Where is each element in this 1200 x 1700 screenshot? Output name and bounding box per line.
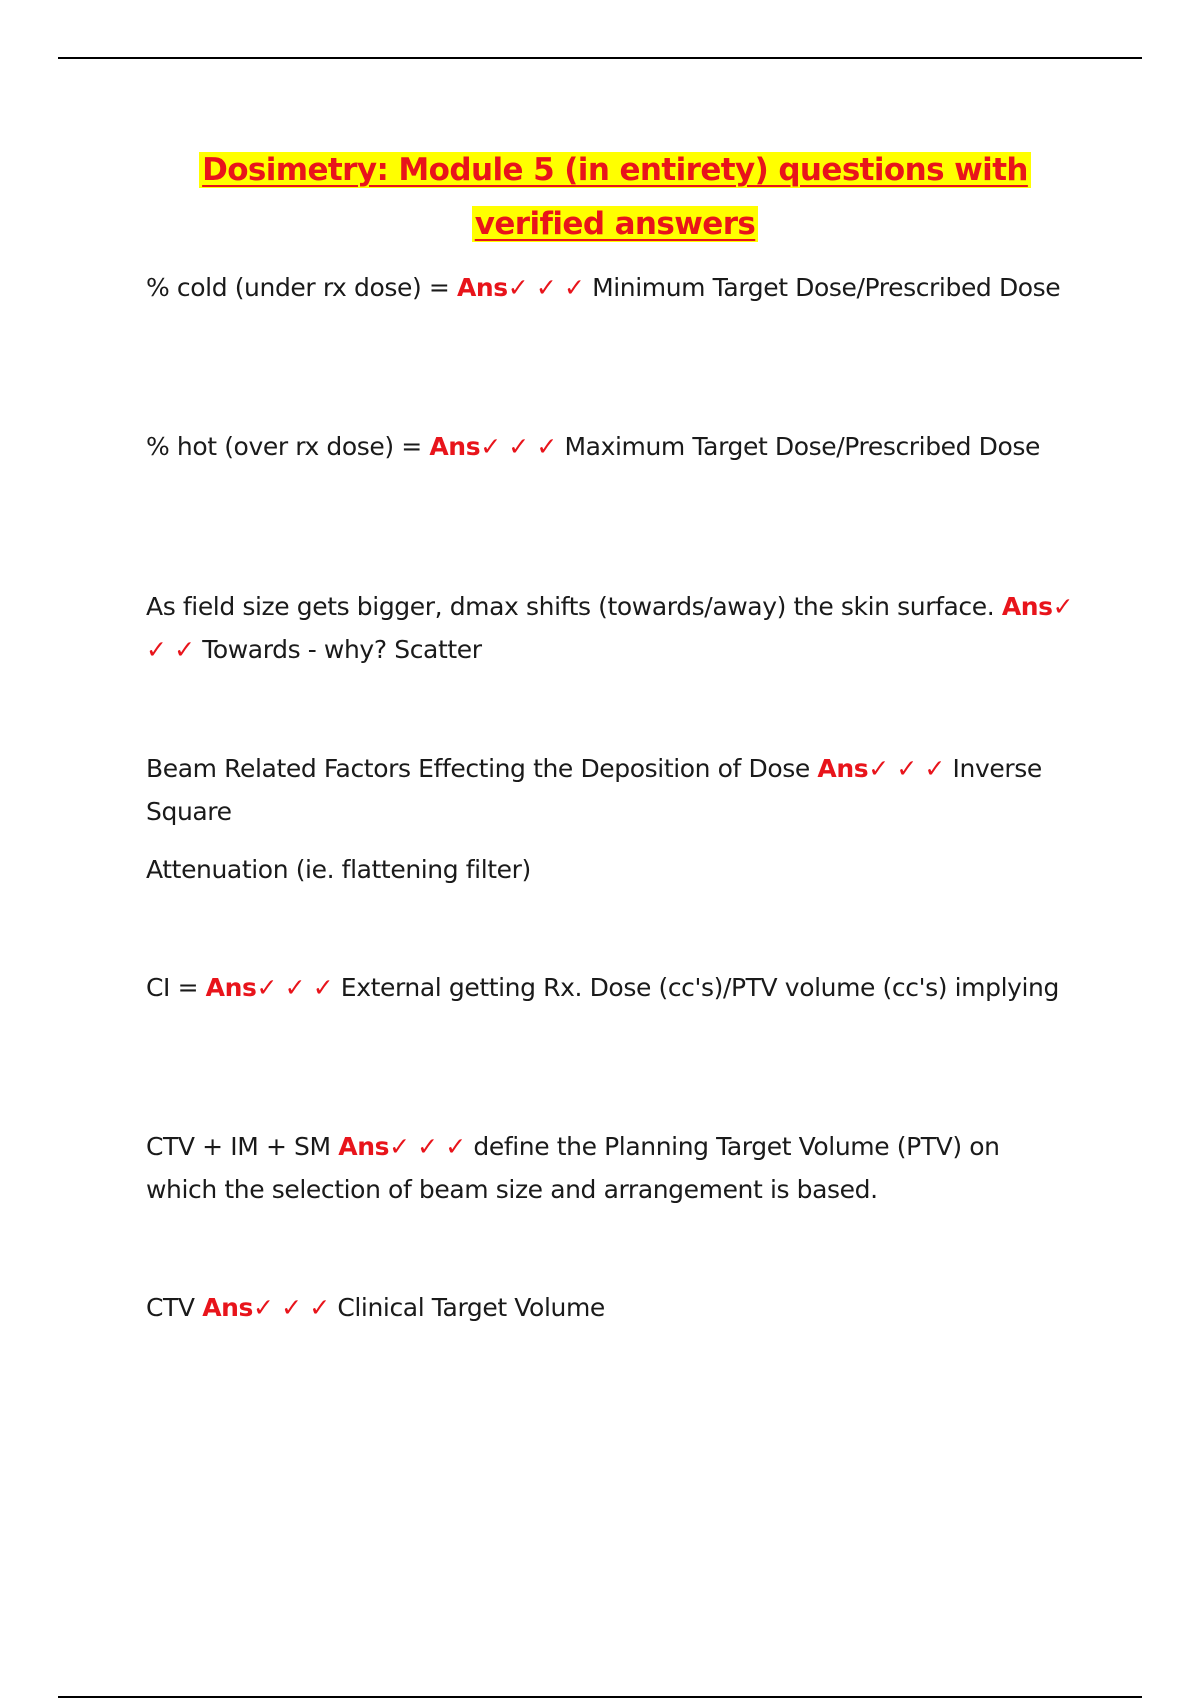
answer-text: Minimum Target Dose/Prescribed Dose — [592, 273, 1061, 302]
question-text: % hot (over rx dose) = — [146, 432, 430, 461]
answer-text: Towards - why? Scatter — [202, 635, 482, 664]
question-text: CI = — [146, 973, 206, 1002]
check-marks-icon: ✓ ✓ ✓ — [868, 754, 945, 783]
qa-paragraph — [146, 1125, 1076, 1211]
check-marks-icon: ✓ ✓ ✓ — [256, 973, 334, 1002]
check-marks-icon: ✓ ✓ ✓ — [146, 592, 1074, 664]
ans-marker: Ans — [1001, 592, 1053, 621]
check-marks-icon: ✓ ✓ ✓ — [389, 1132, 466, 1161]
qa-item-4 — [146, 747, 1076, 891]
qa-item-6 — [146, 1125, 1076, 1211]
qa-paragraph — [146, 585, 1076, 671]
document-title — [140, 143, 1090, 251]
qa-paragraph — [146, 1286, 1076, 1329]
ans-marker: Ans — [817, 754, 869, 783]
qa-item-1 — [146, 266, 1076, 309]
ans-marker: Ans — [205, 973, 257, 1002]
answer-text: Inverse Square — [146, 754, 1042, 826]
answer-text: define the Planning Target Volume (PTV) on which the selection of beam size and arrangement is based. — [146, 1132, 1000, 1204]
qa-paragraph — [146, 747, 1076, 833]
qa-item-2 — [146, 425, 1076, 468]
question-text: % cold (under rx dose) = — [146, 273, 457, 302]
question-text: Beam Related Factors Effecting the Deposition of Dose — [146, 754, 818, 783]
question-text: CTV + IM + SM — [146, 1132, 339, 1161]
qa-paragraph — [146, 425, 1076, 468]
answer-text: External getting Rx. Dose (cc's)/PTV volume (cc's) implying — [340, 973, 1059, 1002]
document-title-text: Dosimetry: Module 5 (in entirety) questions with verified answers — [199, 152, 1031, 242]
answer-extra-line: Attenuation (ie. flattening filter) — [146, 855, 531, 884]
question-text: As field size gets bigger, dmax shifts (towards/away) the skin surface. — [146, 592, 1002, 621]
check-marks-icon: ✓ ✓ ✓ — [480, 432, 557, 461]
answer-text: Clinical Target Volume — [337, 1293, 605, 1322]
footer-rule — [58, 1696, 1142, 1698]
qa-paragraph — [146, 966, 1076, 1009]
qa-item-5 — [146, 966, 1076, 1009]
question-text: CTV — [146, 1293, 203, 1322]
check-marks-icon: ✓ ✓ ✓ — [253, 1293, 330, 1322]
answer-text: Maximum Target Dose/Prescribed Dose — [564, 432, 1041, 461]
qa-paragraph — [146, 266, 1076, 309]
header-rule — [58, 57, 1142, 59]
check-marks-icon: ✓ ✓ ✓ — [507, 273, 585, 302]
qa-item-7 — [146, 1286, 1076, 1329]
ans-marker: Ans — [338, 1132, 390, 1161]
qa-item-3 — [146, 585, 1076, 671]
ans-marker: Ans — [456, 273, 508, 302]
ans-marker: Ans — [429, 432, 481, 461]
ans-marker: Ans — [202, 1293, 254, 1322]
